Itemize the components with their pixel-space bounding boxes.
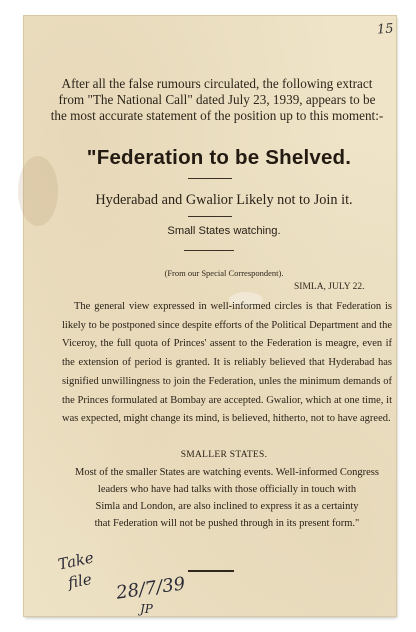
handwritten-initials: JP xyxy=(140,602,153,616)
article-line: that Federation will not be pushed through in its present form." xyxy=(94,518,360,529)
handwritten-note: Take xyxy=(56,548,96,574)
intro-line: the most accurate statement of the position up to this moment:- xyxy=(50,108,384,123)
section-heading: SMALLER STATES. xyxy=(180,450,268,460)
article-line: Most of the smaller States are watching events. Well-informed Congress xyxy=(75,467,379,478)
divider xyxy=(184,250,234,251)
subheadline: Hyderabad and Gwalior Likely not to Join it. xyxy=(95,192,353,208)
dateline: SIMLA, JULY 22. xyxy=(294,282,365,292)
intro-line: After all the false rumours circulated, the following extract xyxy=(61,76,373,91)
document-sheet xyxy=(24,16,396,616)
article-line: Simla and London, are also inclined to express it as a certainty xyxy=(95,501,359,512)
page-number: 15 xyxy=(376,21,395,38)
correspondent-credit: (From our Special Correspondent). xyxy=(164,268,284,278)
paper-stain xyxy=(18,156,58,226)
handwritten-note: file xyxy=(66,570,94,592)
handwritten-annotation xyxy=(44,546,187,626)
closing-divider xyxy=(188,570,234,572)
divider xyxy=(188,216,232,217)
intro-line: from "The National Call" dated July 23, 1939, appears to be xyxy=(58,92,376,107)
article-paragraph-2 xyxy=(62,464,392,532)
article-line: leaders who have had talks with those officially in touch with xyxy=(97,484,357,495)
intro-paragraph xyxy=(48,76,386,124)
article-paragraph: The general view expressed in well-informed circles is that Federation is likely to be postponed since despite efforts of the Political Department and the Viceroy, the full quota of Princes' assent to the Federation is meagre, even if the extension of period is granted. It is reliably believed that Hyderabad has signified unwillingness to join the Federation, unles the minimum demands of the Princes formulated at Bombay are accepted. Gwalior, which at one time, it was expected, might change its mind, is believed, hitherto, not to have agreed. xyxy=(62,301,392,425)
headline: "Federation to be Shelved. xyxy=(86,146,352,169)
small-states-heading: Small States watching. xyxy=(167,225,281,237)
divider xyxy=(188,178,232,179)
handwritten-date: 28/7/39 xyxy=(114,573,187,604)
